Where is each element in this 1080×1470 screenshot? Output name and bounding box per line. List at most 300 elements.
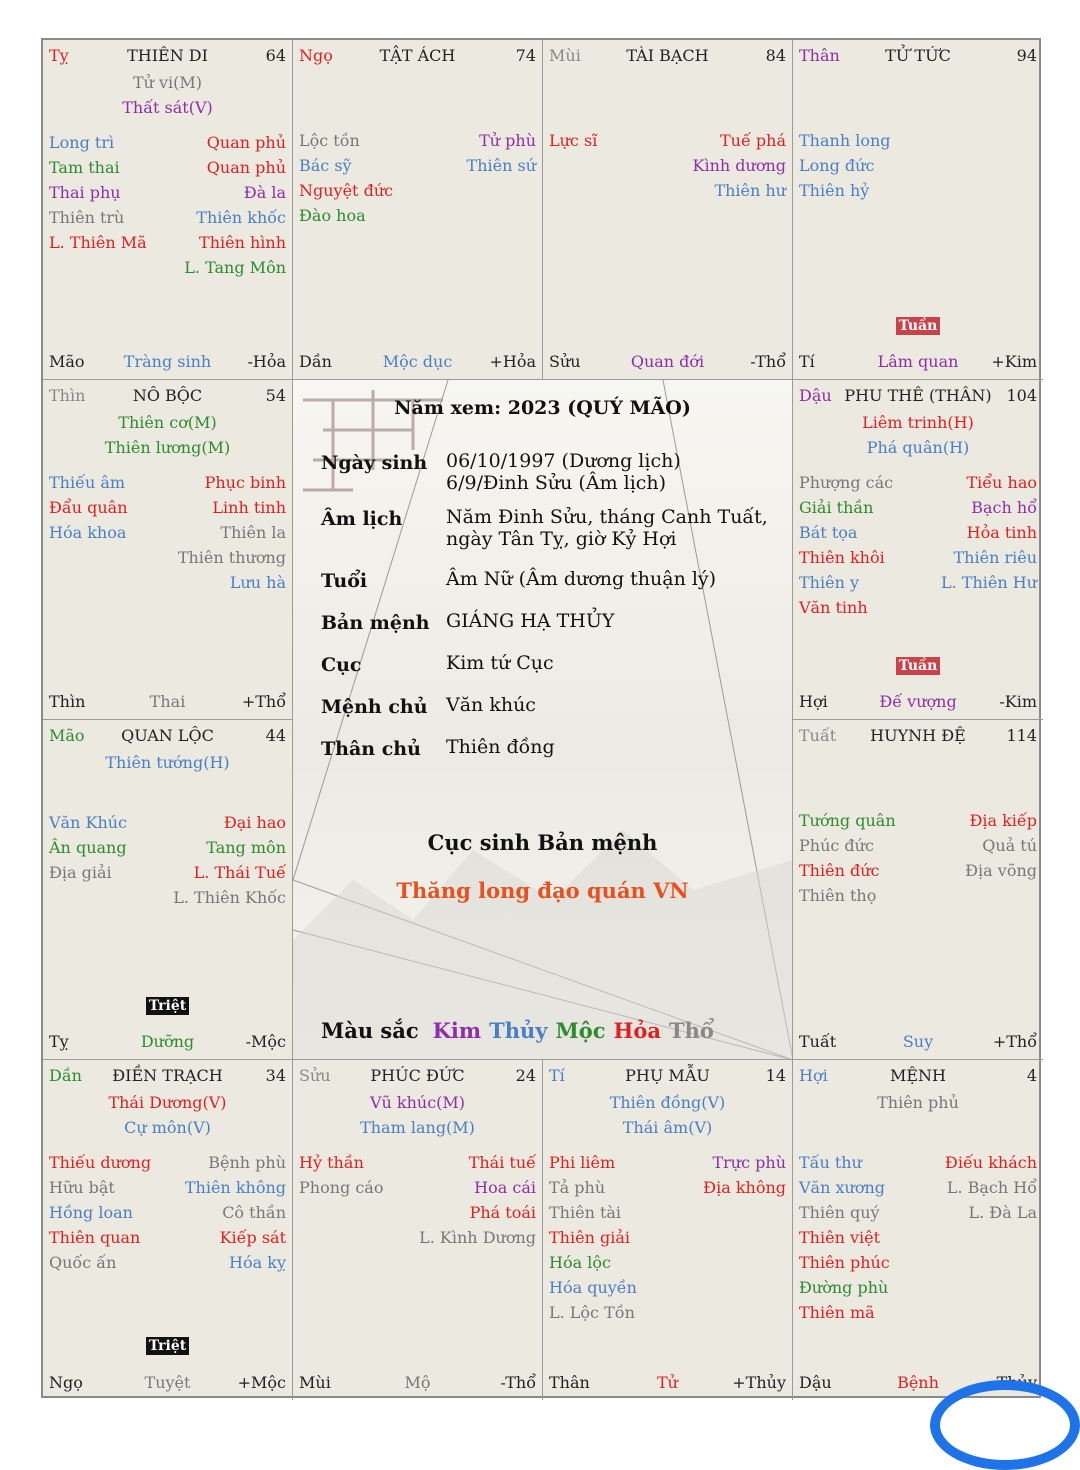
palace-name: MỆNH: [889, 1066, 946, 1085]
star-left: Bát tọa: [799, 523, 858, 542]
star-row: [49, 835, 286, 860]
star-left: Địa giải: [49, 863, 112, 882]
major-star: Thái Dương(V): [108, 1093, 227, 1112]
star-left: L. Lộc Tồn: [549, 1303, 635, 1322]
star-right: Thiên riêu: [953, 548, 1037, 567]
palace-menh: [793, 1060, 1043, 1400]
palace-age: 44: [265, 726, 286, 745]
star-row: [299, 1200, 536, 1225]
palace-age: 74: [515, 46, 536, 65]
star-row: [549, 128, 786, 153]
palace-tu-tuc: [793, 40, 1043, 380]
star-right: L. Đà La: [968, 1203, 1037, 1222]
info-value-line: Văn khúc: [446, 694, 536, 716]
star-row: [49, 1150, 286, 1175]
star-row: [49, 130, 286, 155]
star-right: Đại hao: [223, 813, 286, 832]
info-value-line: Thiên đồng: [446, 736, 555, 758]
major-star: Thiên cơ(M): [118, 413, 217, 432]
footer-element: +Thổ: [992, 1032, 1037, 1051]
branch-label: Thìn: [49, 386, 86, 405]
major-star: Liêm trinh(H): [862, 413, 974, 432]
major-star: Thiên tướng(H): [105, 753, 230, 772]
star-right: Kình dương: [692, 156, 786, 175]
star-right: Thiên sứ: [466, 156, 536, 175]
footer-element: +Thổ: [241, 692, 286, 711]
footer-stage: Đế vượng: [879, 692, 957, 711]
footer-element: -Thổ: [750, 352, 786, 371]
star-right: Quả tú: [982, 836, 1037, 855]
palace-tai-bach: [543, 40, 793, 380]
star-left: Thiếu âm: [49, 473, 126, 492]
branch-label: Tỵ: [49, 46, 69, 65]
star-row: [799, 808, 1037, 833]
footer-element: -Mộc: [245, 1032, 286, 1051]
major-stars: [793, 410, 1043, 460]
star-right: Thiên không: [184, 1178, 286, 1197]
footer-element: -Kim: [999, 692, 1037, 711]
info-value: [446, 568, 716, 590]
footer-stage: Tử: [657, 1373, 678, 1392]
floating-action-bubble[interactable]: [930, 1380, 1080, 1470]
star-row: [49, 1250, 286, 1275]
star-left: Văn xương: [799, 1178, 885, 1197]
major-star: Vũ khúc(M): [369, 1093, 466, 1112]
palace-age: 4: [1026, 1066, 1037, 1085]
minor-stars: [49, 130, 286, 280]
palace-age: 54: [265, 386, 286, 405]
element-color: Mộc: [555, 1018, 606, 1043]
footer-element: +Hỏa: [489, 352, 536, 371]
footer-branch: Tí: [799, 352, 815, 371]
info-value-line: 06/10/1997 (Dương lịch): [446, 450, 681, 472]
star-right: Địa không: [703, 1178, 786, 1197]
palace-footer: [49, 691, 286, 713]
palace-phu-the: [793, 380, 1043, 720]
star-left: Thai phụ: [49, 183, 121, 202]
star-row: [799, 833, 1037, 858]
star-left: Nguyệt đức: [299, 181, 394, 200]
palace-header: [799, 726, 1037, 748]
star-row: [799, 1300, 1037, 1325]
info-value: [446, 450, 681, 494]
minor-stars: [549, 128, 786, 203]
star-row: [799, 153, 1037, 178]
info-label: Mệnh chủ: [321, 696, 428, 718]
star-right: Điếu khách: [944, 1153, 1037, 1172]
star-right: L. Thái Tuế: [193, 863, 286, 882]
star-right: Cô thần: [222, 1203, 286, 1222]
branch-label: Sửu: [299, 1066, 331, 1085]
star-left: Hóa khoa: [49, 523, 127, 542]
major-star: Thiên phủ: [877, 1093, 959, 1112]
star-left: Lộc tồn: [299, 131, 360, 150]
star-left: Đẩu quân: [49, 498, 128, 517]
center-info-panel: [293, 380, 793, 1060]
horoscope-chart: [41, 38, 1041, 1398]
major-star: Thiên đồng(V): [609, 1093, 726, 1112]
major-stars: [793, 1090, 1043, 1115]
star-right: L. Bạch Hổ: [946, 1178, 1037, 1197]
star-row: [49, 230, 286, 255]
star-right: Thiên hình: [199, 233, 286, 252]
info-label: Ngày sinh: [321, 452, 428, 474]
footer-branch: Dậu: [799, 1373, 832, 1392]
branch-label: Ngọ: [299, 46, 333, 65]
star-left: Tả phù: [549, 1178, 606, 1197]
info-label: Tuổi: [321, 570, 368, 592]
colors-label: Màu sắc: [321, 1018, 419, 1043]
star-right: Hóa kỵ: [229, 1253, 286, 1272]
info-value-line: Âm Nữ (Âm dương thuận lý): [446, 568, 717, 590]
footer-branch: Mùi: [299, 1373, 331, 1392]
footer-element: -Thủy: [991, 1373, 1037, 1392]
palace-phuc-duc: [293, 1060, 543, 1400]
footer-stage: Dưỡng: [140, 1032, 195, 1051]
footer-stage: Tuyệt: [144, 1373, 191, 1392]
star-right: Đà la: [243, 183, 286, 202]
star-left: Thiên việt: [799, 1228, 881, 1247]
star-left: Bác sỹ: [299, 156, 352, 175]
star-row: [49, 155, 286, 180]
palace-footer: [299, 1372, 536, 1394]
star-left: Đường phù: [799, 1278, 889, 1297]
palace-name: ĐIỀN TRẠCH: [112, 1066, 223, 1085]
info-value-line: Năm Đinh Sửu, tháng Canh Tuất,: [446, 506, 768, 528]
footer-branch: Dần: [299, 352, 332, 371]
star-right: Bệnh phù: [208, 1153, 286, 1172]
star-right: L. Tang Môn: [184, 258, 286, 277]
star-row: [49, 1225, 286, 1250]
info-label: Thân chủ: [321, 738, 421, 760]
star-left: Thiên mã: [799, 1303, 875, 1322]
star-row: [799, 1275, 1037, 1300]
footer-branch: Tỵ: [49, 1032, 69, 1051]
star-left: Long trì: [49, 133, 115, 152]
star-row: [549, 1225, 786, 1250]
minor-stars: [49, 470, 286, 595]
star-row: [549, 153, 786, 178]
palace-name: TỬ TỨC: [885, 46, 951, 65]
star-row: [549, 1300, 786, 1325]
info-value-line: ngày Tân Tỵ, giờ Kỷ Hợi: [446, 528, 677, 550]
star-left: Thiếu dương: [49, 1153, 152, 1172]
star-row: [549, 1275, 786, 1300]
branch-label: Mùi: [549, 46, 581, 65]
star-right: Bạch hổ: [971, 498, 1037, 517]
tuan-triet-badge: [793, 655, 1043, 675]
star-left: Thiên giải: [549, 1228, 630, 1247]
palace-quan-loc: [43, 720, 293, 1060]
minor-stars: [799, 808, 1037, 908]
element-color: Thủy: [489, 1018, 548, 1043]
element-color: Thổ: [669, 1018, 714, 1043]
palace-huynh-de: [793, 720, 1043, 1060]
branch-label: Hợi: [799, 1066, 828, 1085]
star-left: Đào hoa: [299, 206, 366, 225]
star-left: Thiên đức: [799, 861, 880, 880]
major-star: Tham lang(M): [360, 1118, 475, 1137]
branch-label: Thân: [799, 46, 840, 65]
star-row: [299, 153, 536, 178]
palace-name: HUYNH ĐỆ: [870, 726, 966, 745]
star-left: Thiên hỷ: [799, 181, 870, 200]
info-value-line: 6/9/Đinh Sửu (Âm lịch): [446, 472, 667, 494]
star-right: Hoa cái: [474, 1178, 536, 1197]
footer-branch: Ngọ: [49, 1373, 83, 1392]
branch-label: Tí: [549, 1066, 565, 1085]
palace-header: [799, 1066, 1037, 1088]
palace-footer: [549, 1372, 786, 1394]
minor-stars: [299, 1150, 536, 1250]
star-right: Thiên khốc: [196, 208, 286, 227]
star-left: Tấu thư: [799, 1153, 862, 1172]
star-left: Hữu bật: [49, 1178, 115, 1197]
star-row: [299, 203, 536, 228]
major-star: Cự môn(V): [124, 1118, 211, 1137]
star-row: [299, 128, 536, 153]
major-star: Phá quân(H): [866, 438, 970, 457]
info-value: [446, 736, 555, 758]
minor-stars: [799, 128, 1037, 203]
star-row: [799, 1225, 1037, 1250]
minor-stars: [299, 128, 536, 228]
star-row: [49, 495, 286, 520]
footer-stage: Tràng sinh: [123, 352, 212, 371]
palace-age: 84: [765, 46, 786, 65]
star-right: Tử phù: [479, 131, 536, 150]
footer-element: +Thủy: [732, 1373, 786, 1392]
star-row: [549, 178, 786, 203]
star-row: [799, 1250, 1037, 1275]
tuan-triet-badge: [793, 315, 1043, 335]
palace-footer: [549, 351, 786, 373]
palace-footer: [799, 691, 1037, 713]
star-right: Tang môn: [206, 838, 286, 857]
palace-header: [49, 46, 286, 68]
palace-header: [49, 726, 286, 748]
major-star: Thái âm(V): [622, 1118, 713, 1137]
footer-element: +Kim: [991, 352, 1037, 371]
star-row: [49, 570, 286, 595]
cuc-relation-text: Cục sinh Bản mệnh: [427, 830, 658, 855]
palace-age: 94: [1016, 46, 1037, 65]
footer-stage: Thai: [149, 692, 186, 711]
star-row: [549, 1175, 786, 1200]
major-star: Tử vi(M): [132, 73, 203, 92]
star-left: Thiên phúc: [799, 1253, 890, 1272]
branch-label: Mão: [49, 726, 85, 745]
star-right: Quan phủ: [206, 158, 286, 177]
palace-thien-di: [43, 40, 293, 380]
star-right: Phá toái: [469, 1203, 536, 1222]
palace-dien-trach: [43, 1060, 293, 1400]
info-label: Cục: [321, 654, 362, 676]
palace-name: PHỤ MẪU: [625, 1066, 710, 1085]
palace-header: [299, 1066, 536, 1088]
star-right: Tuế phá: [720, 131, 786, 150]
star-right: Lưu hà: [229, 573, 286, 592]
star-right: Địa võng: [965, 861, 1037, 880]
palace-no-boc: [43, 380, 293, 720]
footer-branch: Thìn: [49, 692, 86, 711]
palace-name: TẬT ÁCH: [379, 46, 456, 65]
star-row: [49, 860, 286, 885]
footer-stage: Bệnh: [897, 1373, 939, 1392]
minor-stars: [799, 1150, 1037, 1325]
star-right: L. Thiên Khốc: [173, 888, 286, 907]
star-right: Địa kiếp: [969, 811, 1037, 830]
star-left: Phượng các: [799, 473, 894, 492]
star-left: Văn Khúc: [49, 813, 128, 832]
major-star: Thiên lương(M): [104, 438, 231, 457]
star-row: [49, 520, 286, 545]
star-row: [799, 595, 1037, 620]
star-right: Thiên la: [220, 523, 286, 542]
badge-label: Triệt: [146, 997, 189, 1015]
palace-header: [49, 386, 286, 408]
star-row: [799, 495, 1037, 520]
tuan-triet-badge: [43, 1335, 292, 1355]
star-row: [299, 1150, 536, 1175]
palace-header: [299, 46, 536, 68]
star-left: Phong cáo: [299, 1178, 384, 1197]
palace-header: [49, 1066, 286, 1088]
star-left: Tam thai: [49, 158, 120, 177]
view-year-title: Năm xem: 2023 (QUÝ MÃO): [394, 397, 691, 419]
star-left: Thanh long: [799, 131, 891, 150]
palace-footer: [799, 1031, 1037, 1053]
palace-age: 14: [765, 1066, 786, 1085]
footer-branch: Hợi: [799, 692, 828, 711]
star-row: [49, 1175, 286, 1200]
palace-name: THIÊN DI: [127, 46, 208, 65]
star-left: Thiên quý: [799, 1203, 880, 1222]
star-left: Lực sĩ: [549, 131, 598, 150]
star-left: Thiên quan: [49, 1228, 141, 1247]
star-right: Thiên thương: [177, 548, 286, 567]
footer-element: -Thổ: [500, 1373, 536, 1392]
palace-age: 114: [1006, 726, 1037, 745]
star-left: Văn tinh: [799, 598, 868, 617]
major-stars: [543, 1090, 792, 1140]
star-left: Hóa quyền: [549, 1278, 637, 1297]
minor-stars: [799, 470, 1037, 620]
palace-name: TÀI BẠCH: [626, 46, 709, 65]
info-value-line: GIÁNG HẠ THỦY: [446, 610, 615, 632]
palace-name: NÔ BỘC: [132, 386, 203, 405]
footer-branch: Mão: [49, 352, 85, 371]
star-right: L. Thiên Hư: [940, 573, 1037, 592]
star-row: [49, 885, 286, 910]
branch-label: Dần: [49, 1066, 82, 1085]
element-color: Hỏa: [613, 1018, 661, 1043]
star-row: [799, 570, 1037, 595]
palace-age: 104: [1006, 386, 1037, 405]
star-row: [799, 178, 1037, 203]
palace-header: [549, 46, 786, 68]
star-row: [49, 470, 286, 495]
brand-name: Thăng long đạo quán VN: [396, 878, 689, 903]
star-row: [799, 128, 1037, 153]
tuan-triet-badge: [43, 995, 292, 1015]
palace-footer: [299, 351, 536, 373]
palace-age: 24: [515, 1066, 536, 1085]
palace-name: PHÚC ĐỨC: [370, 1066, 465, 1085]
palace-footer: [49, 351, 286, 373]
element-colors-legend: [321, 1018, 722, 1043]
palace-footer: [49, 1372, 286, 1394]
footer-branch: Tuất: [799, 1032, 837, 1051]
star-right: Linh tinh: [212, 498, 286, 517]
star-left: Thiên thọ: [799, 886, 877, 905]
star-left: Thiên trù: [49, 208, 125, 227]
footer-element: -Hỏa: [247, 352, 286, 371]
star-row: [549, 1200, 786, 1225]
star-row: [799, 858, 1037, 883]
major-stars: [43, 70, 292, 120]
star-right: Hỏa tinh: [966, 523, 1037, 542]
star-row: [799, 520, 1037, 545]
star-row: [549, 1250, 786, 1275]
info-value: [446, 610, 614, 632]
star-left: L. Thiên Mã: [49, 233, 147, 252]
footer-stage: Lâm quan: [877, 352, 959, 371]
footer-branch: Sửu: [549, 352, 581, 371]
info-value: [446, 506, 768, 550]
footer-element: +Mộc: [237, 1373, 286, 1392]
star-row: [49, 810, 286, 835]
star-row: [49, 1200, 286, 1225]
star-row: [299, 1175, 536, 1200]
star-row: [799, 1200, 1037, 1225]
star-row: [799, 545, 1037, 570]
major-stars: [293, 1090, 542, 1140]
badge-label: Tuần: [896, 657, 941, 675]
star-left: Hỷ thần: [299, 1153, 364, 1172]
star-row: [299, 178, 536, 203]
star-row: [549, 1150, 786, 1175]
branch-label: Tuất: [799, 726, 837, 745]
star-left: Quốc ấn: [49, 1253, 117, 1272]
minor-stars: [49, 810, 286, 910]
star-right: Thái tuế: [468, 1153, 536, 1172]
minor-stars: [549, 1150, 786, 1325]
footer-stage: Mộ: [404, 1373, 431, 1392]
star-right: Trực phù: [712, 1153, 786, 1172]
info-value: [446, 652, 554, 674]
star-row: [799, 1150, 1037, 1175]
star-row: [799, 883, 1037, 908]
minor-stars: [49, 1150, 286, 1275]
info-label: Âm lịch: [321, 508, 403, 530]
star-row: [299, 1225, 536, 1250]
star-right: Kiếp sát: [219, 1228, 286, 1247]
star-row: [49, 545, 286, 570]
star-right: L. Kình Dương: [419, 1228, 536, 1247]
star-left: Hồng loan: [49, 1203, 133, 1222]
major-stars: [43, 750, 292, 775]
footer-stage: Mộc dục: [382, 352, 453, 371]
info-value: [446, 694, 536, 716]
star-left: Thiên khôi: [799, 548, 885, 567]
star-left: Long đức: [799, 156, 875, 175]
info-label: Bản mệnh: [321, 612, 430, 634]
palace-name: PHU THÊ (THÂN): [844, 386, 992, 405]
star-left: Phúc đức: [799, 836, 874, 855]
info-value-line: Kim tứ Cục: [446, 652, 554, 674]
palace-header: [549, 1066, 786, 1088]
